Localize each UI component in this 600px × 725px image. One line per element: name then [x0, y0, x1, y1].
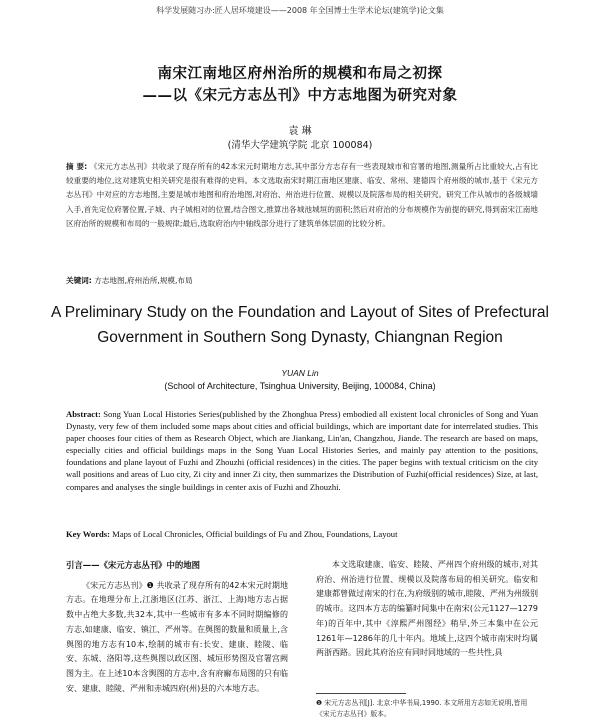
keywords-zh-text: 方志地图,府州治所,规模,布局	[94, 276, 193, 285]
title-en-line2: Government in Southern Song Dynasty, Chiangnan Region	[97, 329, 503, 346]
author-zh: 袁 琳	[288, 126, 312, 137]
running-head: 科学发展随习办:匠人居环境建设——2008 年全国博士生学术论坛(建筑学)论文集	[156, 6, 444, 15]
keywords-en	[66, 529, 538, 539]
title-en	[0, 300, 600, 350]
title-en-line1: A Preliminary Study on the Foundation and Layout of Sites of Prefectural	[50, 304, 549, 321]
keywords-zh	[66, 275, 538, 287]
footnote-marker: ❶	[316, 699, 323, 707]
body-column-right	[316, 558, 538, 661]
footnote-divider	[316, 693, 406, 694]
keywords-en-label: Key Words:	[66, 529, 111, 539]
title-zh-line2: ——以《宋元方志丛刊》中方志地图为研究对象	[142, 88, 458, 104]
author-en: YUAN Lin	[281, 368, 319, 378]
affiliation-zh: (清华大学建筑学院 北京 100084)	[227, 140, 373, 151]
abstract-zh-text: 《宋元方志丛刊》共收录了现存所有的42本宋元时期地方志,其中部分方志存有一些表现城市和官署的地图,测量所占比重较大,占有比较重要的地位,这对建筑史相关研究是很有难得的史料。本文选取南宋时期江南地区建康、临安、常州、建德四个府州级的城市,基于《宋元方志丛刊》中对应的方志地图,主要是城市地图和府治地图,对府治、州治进行位置、规模以及院落布局的相关研究。研究工作从城市的各级城墙入手,首先定位府署位置,子城、内子城相对的位置,结合图文,推算出各城池城垣的面积;然后对府治的分布规模作为前提的研究,得到南宋江南地区府治所的规模和布局的一般规律;最后,选取府治内中轴线部分进行了建筑单体层面的比较分析。	[66, 162, 538, 228]
intro-paragraph-right: 本文选取建康、临安、睦陵、严州四个府州级的城市,对其府治、州治进行位置、规模以及院落布局的相关研究。临安和建康都曾做过南宋的行在,为府级别的城市,睦陵、严州为州级别的城市。这四本方志的编纂时间集中在南宋(公元1127—1279年)的百年中,其中《淳熙严州图经》稍早,外三本集中在公元1261年—1286年的几十年内。地域上,这四个城市南宋时均属两浙西路。因此其府治应有同时同地域的一些共性,具	[316, 560, 538, 658]
keywords-zh-label: 关键词:	[66, 276, 92, 285]
section-heading-intro: 引言——《宋元方志丛刊》中的地图	[66, 560, 200, 570]
abstract-zh-label: 摘 要:	[66, 162, 88, 171]
abstract-en-label: Abstract:	[66, 409, 101, 419]
body-column-left	[66, 558, 288, 696]
abstract-en	[66, 408, 538, 493]
footnote-text: 宋元方志丛刊[J]. 北京:中华书局,1990. 本文所用方志如无说明,皆用《宋元方志丛刊》版本。	[316, 699, 528, 718]
title-zh-line1: 南宋江南地区府州治所的规模和布局之初探	[157, 66, 443, 82]
intro-paragraph-left: 《宋元方志丛刊》❶ 共收录了现存所有的42本宋元时期地方志。在地理分布上,江浙地区(江苏、浙江、上海)地方志占据数中占绝大多数,共32本,其中一些城市有多本不同时期编修的方志,如建康、临安、镇江、严州等。在舆图的数量和质量上,含舆图的地方志有10本,绘制的城市有:长安、建康、睦陵、临安、东城、洛阳等,这些舆图以政区图、城垣形势图及官署宫阙图为主。在上述10本含舆图的方志中,含有府廨布局图的只有临安、建康、睦陵、严州和赤城四府(州)县的六本地方志。	[66, 580, 288, 693]
footnote	[316, 698, 538, 719]
abstract-zh	[66, 160, 538, 231]
abstract-en-text: Song Yuan Local Histories Series(published by the Zhonghua Press) embodied all existent local chronicles of Song and Yuan Dynasty, very few of them included some maps about cities and official buildings, which are important date for interrelated studies. This paper chooses four cities of them as Research Object, which are Jiankang, Lin'an, Changzhou, Jiande. The research are based on maps, especially cities and official buildings maps in the Song Yuan Local Histories Series, and mainly pay attention to the positions, foundations and plane layout of Fuzhi and Zhouzhi (official residences) in the cities. The paper begins with textual criticism on the city wall positions and areas of Luo city, Zi city and inner Zi city, then summarizes the Distribution of Fuzhi(official residences) Size, at last, compares and analyses the single buildings in center axis of Fuzhi and Zhouzhi.	[66, 409, 538, 492]
affiliation-en: (School of Architecture, Tsinghua University, Beijing, 100084, China)	[164, 381, 436, 391]
keywords-en-text: Maps of Local Chronicles, Official buildings of Fu and Zhou, Foundations, Layout	[112, 529, 398, 539]
